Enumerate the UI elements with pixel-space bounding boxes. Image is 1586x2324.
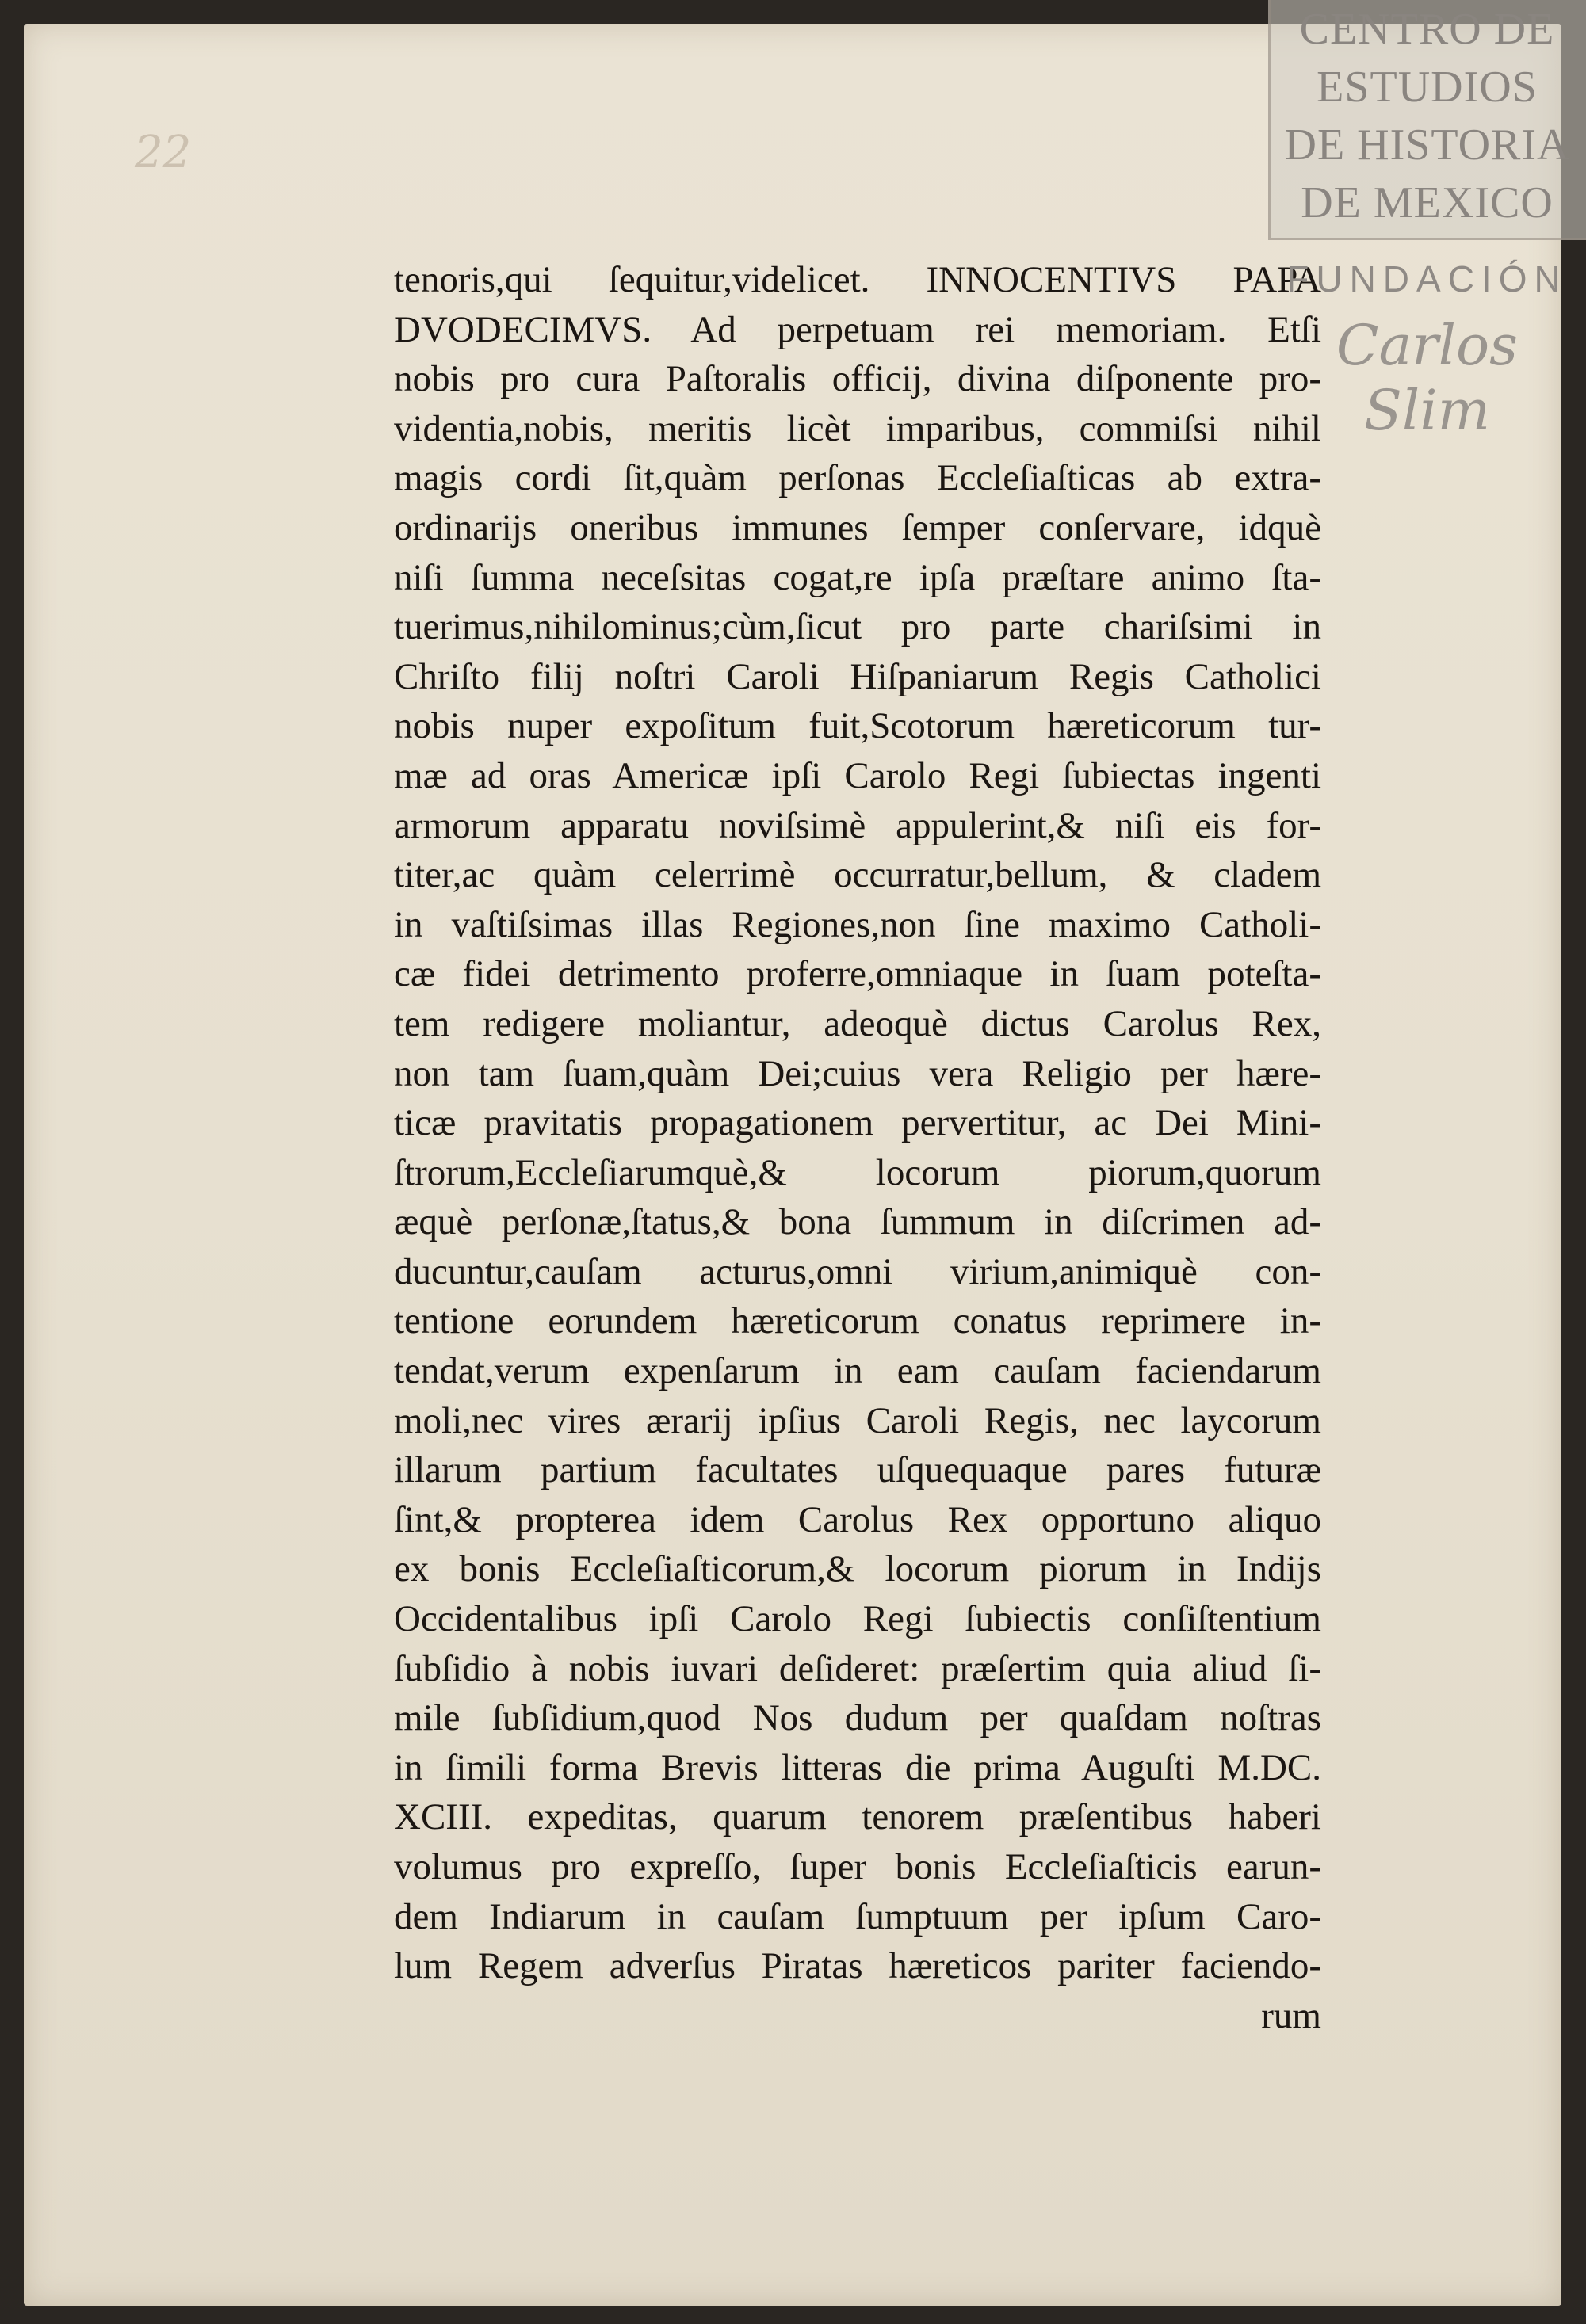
text-line: lum Regem adverſus Piratas hæreticos pariter faciendo- [394,1945,1321,1987]
text-line: in vaſtiſsimas illas Regiones,non ſine maximo Catholi- [394,903,1321,945]
text-line: tendat,verum expenſarum in eam cauſam faciendarum [394,1350,1321,1392]
text-line: ducuntur,cauſam acturus,omni virium,animiquè con- [394,1250,1321,1292]
watermark-line-2: ESTUDIOS [1317,63,1538,112]
text-line: XCIII. expeditas, quarum tenorem præſentibus haberi [394,1796,1321,1838]
text-line: Occidentalibus ipſi Carolo Regi ſubiectis conſiſtentium [394,1598,1321,1640]
text-line: titer,ac quàm celerrimè occurratur,bellum, & cladem [394,854,1321,896]
text-line: volumus pro expreſſo, ſuper bonis Eccleſiaſticis earun- [394,1846,1321,1887]
text-line: nobis pro cura Paſtoralis officij, divina diſponente pro- [394,358,1321,400]
text-line: ticæ pravitatis propagationem pervertitur, ac Dei Mini- [394,1102,1321,1144]
text-line: cæ fidei detrimento proferre,omniaque in ſuam poteſta- [394,953,1321,995]
watermark [1268,0,1586,443]
text-line: tem redigere moliantur, adeoquè dictus Carolus Rex, [394,1002,1321,1044]
text-line: niſi ſumma neceſsitas cogat,re ipſa præſtare animo ſta- [394,556,1321,598]
watermark-line-3: DE HISTORIA [1284,120,1570,170]
text-line: ſubſidio à nobis iuvari deſideret: præſertim quia aliud ſi- [394,1647,1321,1689]
text-line: tuerimus,nihilominus;cùm,ſicut pro parte chariſsimi in [394,606,1321,648]
text-line: videntia,nobis, meritis licèt imparibus, commiſsi nihil [394,407,1321,449]
watermark-line-4: DE MEXICO [1301,178,1554,227]
text-line: ſint,& propterea idem Carolus Rex opportuno aliquo [394,1498,1321,1540]
text-line: moli,nec vires ærarij ipſius Caroli Regis, nec laycorum [394,1399,1321,1441]
text-line: Chriſto filij noſtri Caroli Hiſpaniarum Regis Catholici [394,655,1321,697]
text-line: mile ſubſidium,quod Nos dudum per quaſdam noſtras [394,1697,1321,1739]
text-line: nobis nuper expoſitum fuit,Scotorum hæreticorum tur- [394,705,1321,747]
text-line: magis cordi ſit,quàm perſonas Eccleſiaſticas ab extra- [394,457,1321,499]
watermark-foundation: FUNDACIÓN [1286,258,1568,300]
watermark-line-1: CENTRO DE [1299,5,1555,54]
text-block [394,255,1321,2040]
text-line: non tam ſuam,quàm Dei;cuius vera Religio per hære- [394,1052,1321,1094]
catchword: rum [1261,1994,1321,2036]
watermark-signature: Carlos Slim [1336,313,1519,443]
text-line: mæ ad oras Americæ ipſi Carolo Regi ſubiectas ingenti [394,754,1321,796]
text-line: armorum apparatu noviſsimè appulerint,& niſi eis for- [394,804,1321,846]
text-line: DVODECIMVS. Ad perpetuam rei memoriam. Etſi [394,308,1321,350]
text-line: dem Indiarum in cauſam ſumptuum per ipſum Caro- [394,1895,1321,1937]
text-line: tenoris,qui ſequitur,videlicet. INNOCENTIVS PAPA [394,259,1321,300]
text-line: ſtrorum,Eccleſiarumquè,& locorum piorum,quorum [394,1151,1321,1193]
text-line: æquè perſonæ,ſtatus,& bona ſummum in diſcrimen ad- [394,1201,1321,1243]
text-line: in ſimili forma Brevis litteras die prima Auguſti M.DC. [394,1746,1321,1788]
text-line: ex bonis Eccleſiaſticorum,& locorum piorum in Indijs [394,1548,1321,1590]
text-line: illarum partium facultates uſquequaque pares futuræ [394,1449,1321,1491]
text-line: tentione eorundem hæreticorum conatus reprimere in- [394,1300,1321,1342]
corner-mark: 22 [135,127,192,178]
text-line: ordinarijs oneribus immunes ſemper conſervare, idquè [394,506,1321,548]
